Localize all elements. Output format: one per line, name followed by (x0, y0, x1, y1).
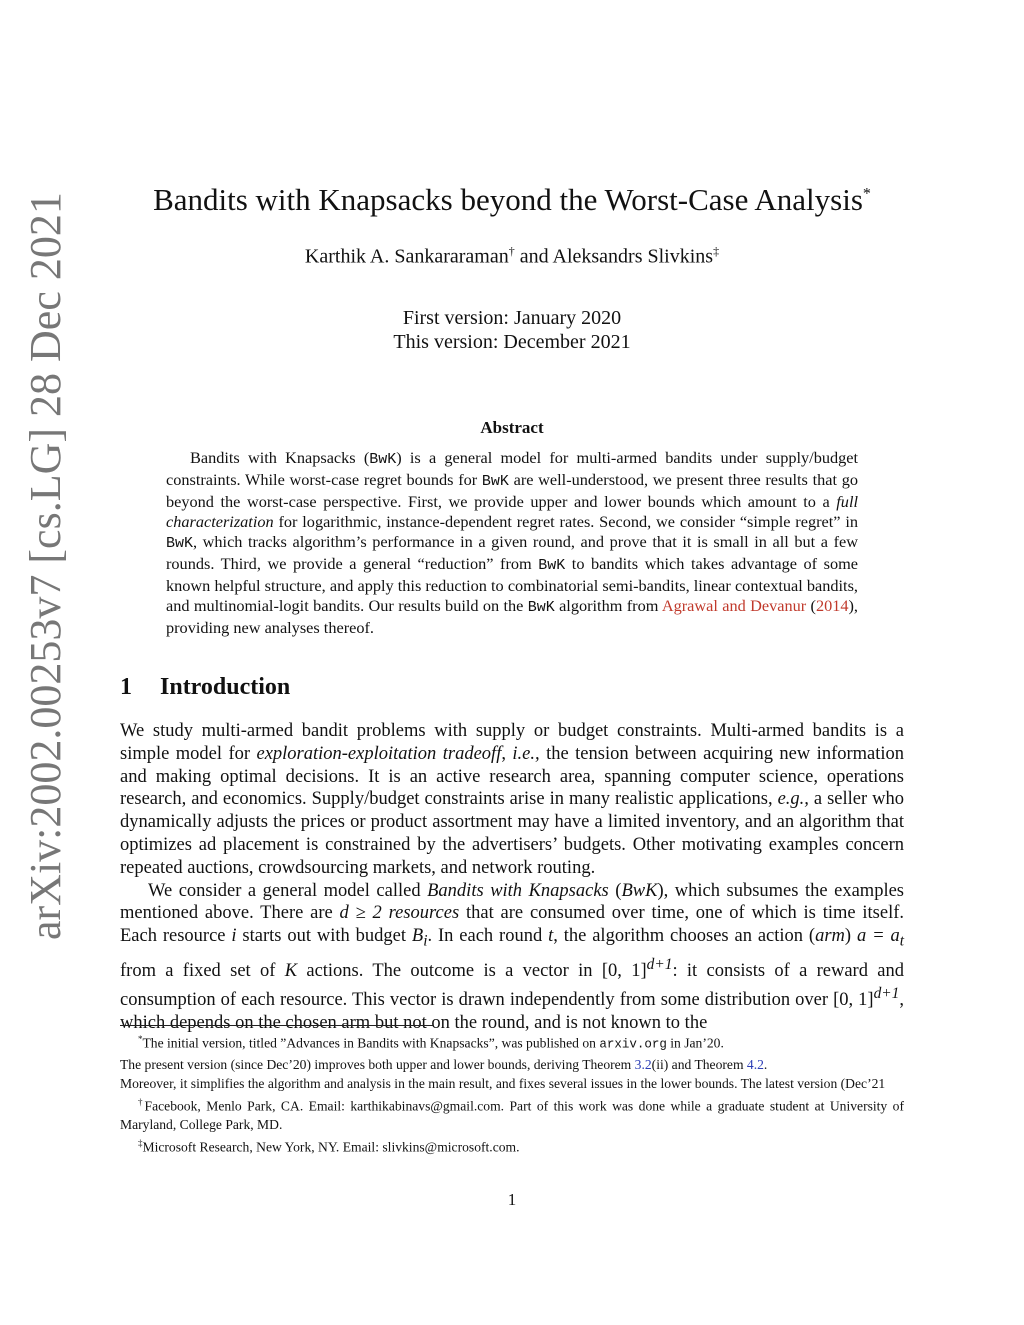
math-superscript: d+1 (646, 955, 673, 973)
math-inline: t (548, 926, 554, 947)
body-text: We study multi-armed bandit problems with supply or budget constraints. Multi-armed bandits is a simple model for (120, 721, 904, 764)
body-emphasis: arm (815, 926, 845, 947)
first-version-date: First version: January 2020 (402, 307, 622, 329)
body-emphasis: BwK (621, 880, 658, 901)
bwk-code: BwK (166, 535, 193, 552)
body-emphasis: exploration-exploitation tradeoff (256, 743, 502, 764)
footnote-continuation (120, 1074, 904, 1093)
footnote (120, 1134, 904, 1157)
paper-title (0, 182, 1024, 218)
footnote (120, 1093, 904, 1135)
math-superscript: d+1 (873, 984, 900, 1002)
math-inline: [0, 1] (833, 989, 874, 1010)
body-text: a seller who dynamically adjusts the prices or product assortment may have a limited inventory, and an algorithm that optimizes ad placement is constrained by the advertisers’ budgets. Other motivating examples concern repeated auctions, crowdsourcing markets, and network routing. (120, 789, 905, 878)
abstract-text: to bandits which takes advantage of some known helpful structure, and apply this reduction to combinatorial semi-bandits, linear contextual bandits, and multinomial-logit bandits. Our results build on the (166, 554, 858, 615)
paragraph (120, 720, 904, 880)
math-inline: i (231, 926, 237, 947)
bwk-code: BwK (538, 557, 566, 574)
section-title: Introduction (160, 674, 291, 700)
theorem-reference-link[interactable]: 4.2 (746, 1056, 764, 1072)
current-version-date: This version: December 2021 (393, 331, 631, 353)
body-text: . In each round (427, 926, 549, 947)
abstract-text: ), providing new analyses thereof. (166, 596, 859, 637)
abstract-text: are well-understood, we present three results that go beyond the worst-case perspective. First, we provide upper and lower bounds which amount to a (166, 470, 858, 511)
paragraph (120, 880, 904, 1035)
body-text: actions. The outcome is a vector in (297, 960, 602, 981)
math-inline: a = a (856, 926, 900, 947)
citation-year-link[interactable]: 2014 (815, 596, 849, 615)
abstract-text: ( (806, 596, 816, 615)
math-subscript: t (899, 932, 904, 950)
abstract-text: , which tracks algorithm’s performance in a given round, and prove that it is small in all but a few rounds. Third, we provide a general “reduction” from (166, 532, 858, 573)
bwk-code: BwK (481, 473, 509, 490)
abstract-text: Bandits with Knapsacks ( (190, 448, 370, 467)
footnote-mark: ‡ (138, 1138, 143, 1149)
footnote-code: arxiv.org (599, 1037, 667, 1052)
section-heading (120, 674, 290, 701)
math-inline: B (411, 926, 424, 947)
math-inline: K (284, 960, 298, 981)
version-info (0, 306, 1024, 354)
title-text: Bandits with Knapsacks beyond the Worst-Case Analysis (153, 182, 863, 217)
abstract-text: ) is a general model for multi-armed bandits under supply/budget constraints. While worst-case regret bounds for (166, 448, 859, 489)
bwk-code: BwK (527, 599, 555, 616)
abstract-text: for logarithmic, instance-dependent regret rates. Second, we consider “simple regret” in (273, 512, 858, 531)
body-text: ) (844, 926, 857, 947)
citation-link[interactable]: Agrawal and Devanur (661, 596, 807, 615)
body-text: starts out with budget (236, 926, 412, 947)
footnote-text: . (763, 1056, 768, 1072)
body-emphasis: resources (388, 903, 460, 924)
body-text: ), which subsumes the examples mentioned above. There are (120, 880, 904, 924)
body-text: : it consists of a reward and consumption of each resource. This vector is drawn independently from some distribution over (120, 960, 904, 1010)
author-name: Aleksandrs Slivkins (552, 245, 714, 268)
author-separator: and (514, 245, 553, 268)
math-inline: d ≥ 2 (339, 903, 382, 924)
bwk-code: BwK (369, 451, 397, 468)
footnote-text: Moreover, it simplifies the algorithm and analysis in the main result, and fixes several issues in the lower bounds. The latest version (Dec’21 (120, 1075, 886, 1091)
author-name: Karthik A. Sankararaman (304, 245, 509, 268)
footnote-text: in Jan’20. (666, 1035, 724, 1051)
body-emphasis: i.e., (512, 743, 540, 764)
footnote-mark: * (138, 1034, 143, 1044)
math-subscript: i (423, 932, 428, 950)
body-text: , the algorithm chooses an action ( (553, 926, 816, 947)
body-emphasis: Bandits with Knapsacks (427, 880, 609, 901)
math-inline: [0, 1] (601, 960, 647, 981)
body-text: the tension between acquiring new information and making optimal decisions. It is an active research area, spanning computer science, operations research, and economics. Supply/budget constraints arise in many realistic applications, (120, 743, 905, 810)
footnote-text: (ii) and Theorem (651, 1056, 747, 1072)
theorem-reference-link[interactable]: 3.2 (634, 1056, 652, 1072)
abstract-heading: Abstract (480, 418, 544, 437)
author-footnote-mark[interactable]: ‡ (713, 244, 720, 258)
page-number: 1 (507, 1190, 517, 1209)
intro-body (120, 720, 904, 1034)
section-number: 1 (120, 674, 132, 700)
abstract-emphasis: full characterization (166, 492, 858, 531)
abstract-body (166, 448, 858, 638)
body-text: , which depends on the chosen arm but not on the round, and is not known to the (120, 989, 905, 1033)
body-text: , (501, 743, 513, 764)
footnote-mark: † (138, 1096, 145, 1107)
arxiv-sidebar-stamp: arXiv:2002.00253v7 [cs.LG] 28 Dec 2021 (21, 192, 70, 940)
footnotes (120, 1030, 904, 1157)
footnote-text: The present version (since Dec’20) improves both upper and lower bounds, deriving Theorem (120, 1056, 635, 1072)
footnote-divider (120, 1025, 434, 1026)
body-text: We consider a general model called (148, 880, 428, 901)
title-footnote-mark[interactable]: * (862, 185, 871, 203)
author-footnote-mark[interactable]: † (508, 244, 515, 258)
body-text: from a fixed set of (120, 960, 285, 981)
author-line (0, 244, 1024, 269)
body-text: ( (608, 880, 622, 901)
footnote-text: The initial version, titled ”Advances in Bandits with Knapsacks”, was published on (142, 1035, 600, 1051)
footnote-text: Facebook, Menlo Park, CA. Email: karthikabinavs@gmail.com. Part of this work was done while a graduate student at University of Maryland, College Park, MD. (120, 1098, 905, 1133)
abstract-text: algorithm from (554, 596, 662, 615)
footnote-continuation (120, 1055, 904, 1074)
body-emphasis: e.g., (777, 789, 809, 810)
body-text: that are consumed over time, one of which is time itself. Each resource (120, 903, 904, 947)
footnote (120, 1030, 904, 1055)
footnote-text: Microsoft Research, New York, NY. Email: slivkins@microsoft.com. (142, 1139, 520, 1155)
